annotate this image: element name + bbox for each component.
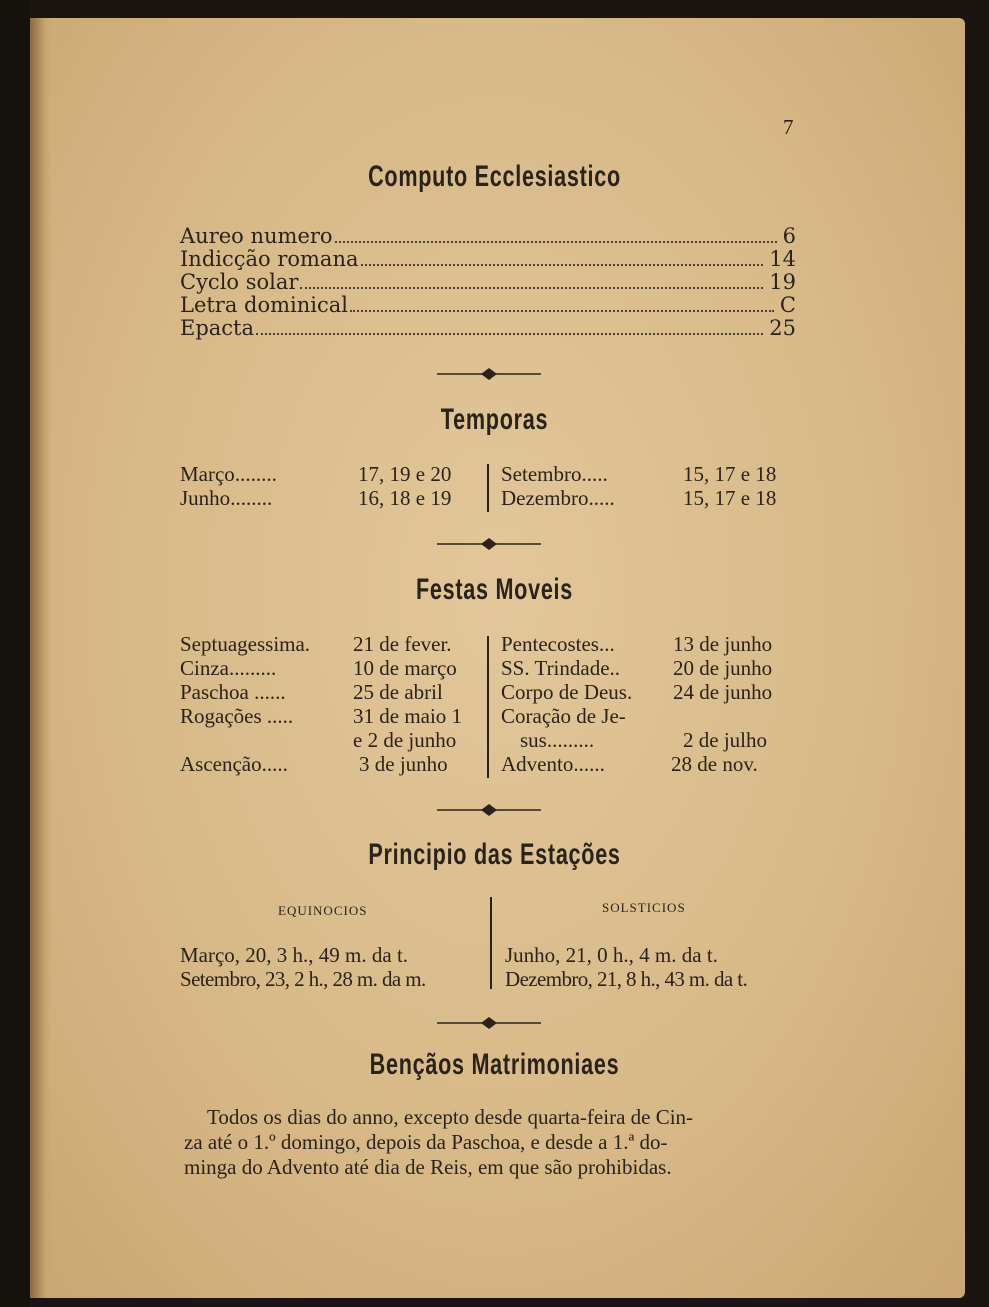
festa-date: 2 de julho xyxy=(683,728,767,752)
equinocio-entry: Março, 20, 3 h., 49 m. da t. xyxy=(180,943,409,967)
computo-value: 14 xyxy=(769,247,796,271)
computo-row xyxy=(180,270,796,294)
festa-name: Corpo de Deus. xyxy=(501,680,633,704)
page-spine-shadow xyxy=(30,18,52,1298)
computo-value: 19 xyxy=(769,270,796,294)
festa-name: sus......... xyxy=(520,728,595,752)
solsticios-header: SOLSTICIOS xyxy=(602,900,686,915)
ornament-divider xyxy=(437,537,541,551)
computo-label: Epacta xyxy=(180,316,255,340)
festa-name: Septuagessima. xyxy=(180,632,311,656)
bencaos-title: Bençãos Matrimoniaes xyxy=(369,1048,620,1081)
leader-dots xyxy=(300,286,763,289)
solsticio-entry: Junho, 21, 0 h., 4 m. da t. xyxy=(505,943,718,967)
festa-name: Coração de Je- xyxy=(501,704,626,728)
computo-label: Indicção romana xyxy=(180,247,359,271)
festa-name: SS. Trindade.. xyxy=(501,656,621,680)
temporas-dates: 15, 17 e 18 xyxy=(683,486,777,510)
computo-value: 6 xyxy=(782,224,796,248)
festa-name: Ascenção..... xyxy=(180,752,288,776)
festa-name: Rogações ..... xyxy=(180,704,294,728)
festa-name: Advento...... xyxy=(501,752,605,776)
book-edge xyxy=(0,0,30,1307)
leader-dots xyxy=(361,263,764,266)
festa-date: 3 de junho xyxy=(359,752,448,776)
equinocios-header: EQUINOCIOS xyxy=(278,903,368,918)
computo-label: Aureo numero xyxy=(180,224,333,248)
computo-row xyxy=(180,316,796,340)
temporas-month: Dezembro..... xyxy=(501,486,615,510)
festa-date: 20 de junho xyxy=(673,656,773,680)
leader-dots xyxy=(335,240,777,243)
festa-date: 28 de nov. xyxy=(671,752,758,776)
temporas-month: Setembro..... xyxy=(501,462,608,486)
festa-date: 10 de março xyxy=(353,656,457,680)
festa-name: Pentecostes... xyxy=(501,632,615,656)
festas-title: Festas Moveis xyxy=(415,573,574,606)
paragraph-line: Todos os dias do anno, excepto desde quarta-feira de Cin- xyxy=(207,1105,694,1129)
festa-date: 13 de junho xyxy=(673,632,773,656)
temporas-month: Março........ xyxy=(180,462,277,486)
ornament-divider xyxy=(437,1016,541,1030)
ornament-divider xyxy=(437,367,541,381)
column-divider xyxy=(487,636,489,778)
computo-row xyxy=(180,293,796,317)
leader-dots xyxy=(350,309,774,312)
computo-title: Computo Ecclesiastico xyxy=(368,160,621,193)
ornament-divider xyxy=(437,803,541,817)
computo-row xyxy=(180,224,796,248)
festa-name: Paschoa ...... xyxy=(180,680,286,704)
temporas-dates: 17, 19 e 20 xyxy=(358,462,452,486)
temporas-dates: 15, 17 e 18 xyxy=(683,462,777,486)
estacoes-title: Principio das Estações xyxy=(368,838,621,871)
computo-value: 25 xyxy=(769,316,796,340)
computo-value: C xyxy=(779,293,796,317)
computo-row xyxy=(180,247,796,271)
festa-date: e 2 de junho xyxy=(353,728,457,752)
festa-name: Cinza......... xyxy=(180,656,277,680)
festa-date: 21 de fever. xyxy=(353,632,452,656)
temporas-title: Temporas xyxy=(440,403,549,436)
equinocio-entry: Setembro, 23, 2 h., 28 m. da m. xyxy=(180,967,426,991)
festa-date: 24 de junho xyxy=(673,680,773,704)
temporas-dates: 16, 18 e 19 xyxy=(358,486,452,510)
temporas-month: Junho........ xyxy=(180,486,273,510)
festa-date: 31 de maio 1 xyxy=(353,704,463,728)
paragraph-line: minga do Advento até dia de Reis, em que são prohibidas. xyxy=(184,1155,672,1179)
computo-label: Letra dominical xyxy=(180,293,348,317)
computo-label: Cyclo solar xyxy=(180,270,299,294)
paragraph-line: za até o 1.º domingo, depois da Paschoa, e desde a 1.ª do- xyxy=(184,1130,668,1154)
column-divider xyxy=(490,897,492,989)
column-divider xyxy=(487,464,489,512)
leader-dots xyxy=(256,332,763,335)
festa-date: 25 de abril xyxy=(353,680,443,704)
solsticio-entry: Dezembro, 21, 8 h., 43 m. da t. xyxy=(505,967,748,991)
page-number: 7 xyxy=(783,115,794,139)
